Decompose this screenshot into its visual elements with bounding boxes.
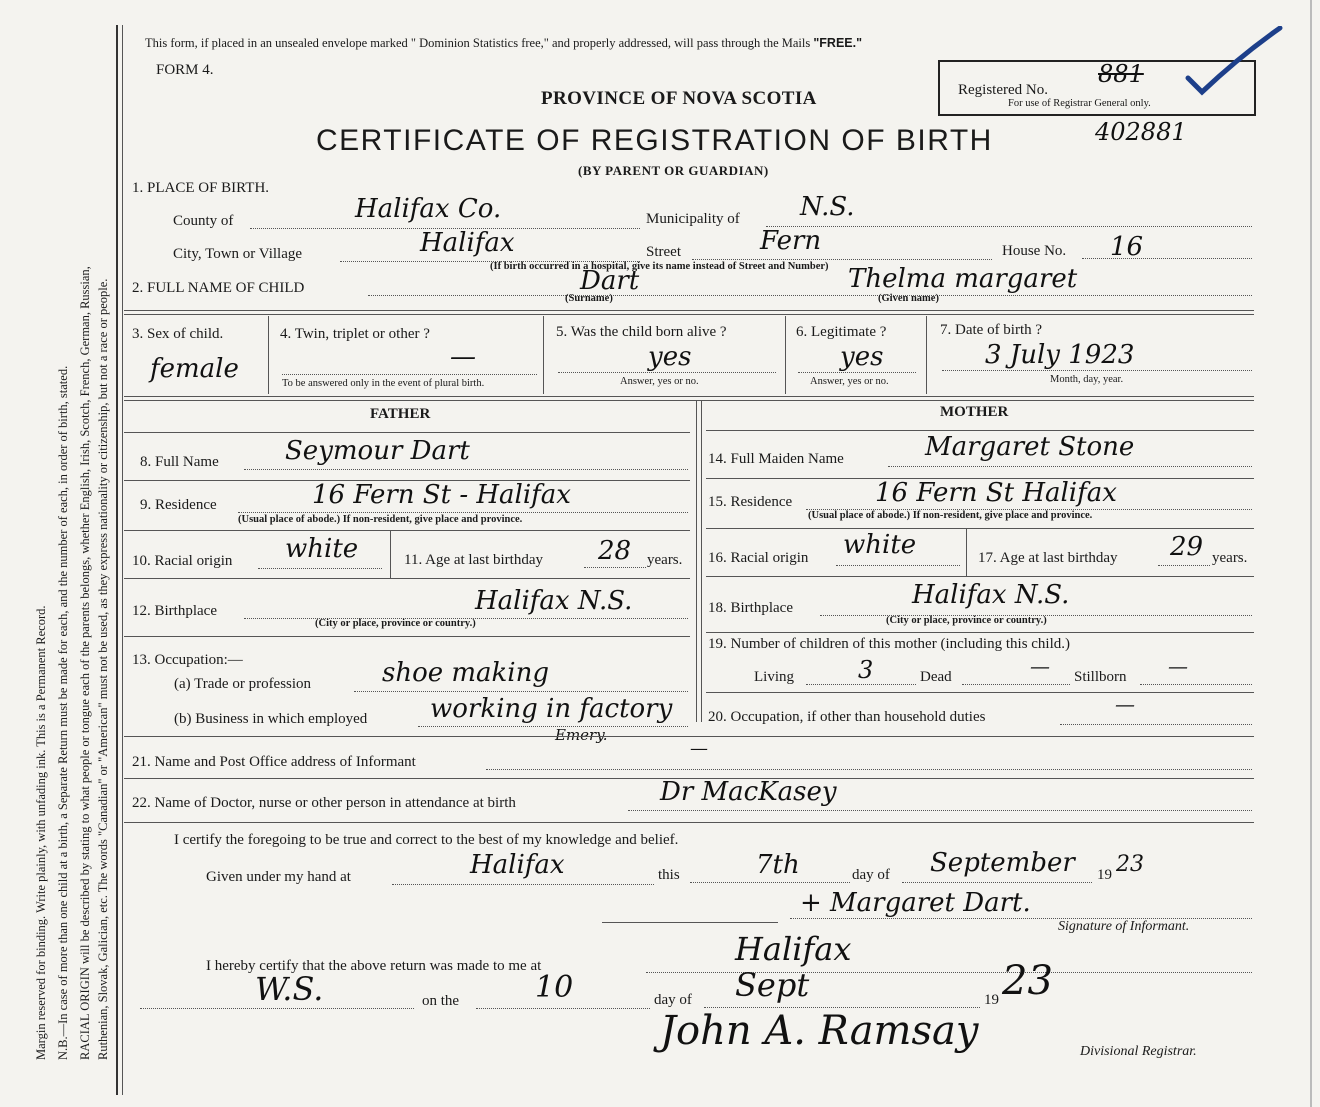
form-number: FORM 4. xyxy=(156,62,214,78)
mother-age-line xyxy=(1158,565,1210,566)
rule xyxy=(124,396,1254,397)
margin-note-1: Margin reserved for binding. Write plainly, with unfading ink. This is a Permanent Record. xyxy=(34,605,48,1060)
father-years: years. xyxy=(647,552,683,568)
father-age-value: 28 xyxy=(598,536,632,566)
living-value: 3 xyxy=(858,656,874,684)
place-heading: 1. PLACE OF BIRTH. xyxy=(132,180,270,196)
dead-value: — xyxy=(1030,654,1050,678)
sex-label: 3. Sex of child. xyxy=(132,326,224,342)
certificate-subtitle: (BY PARENT OR GUARDIAN) xyxy=(578,163,769,178)
dob-value: 3 July 1923 xyxy=(985,340,1135,370)
father-name-value: Seymour Dart xyxy=(285,436,470,466)
living-line xyxy=(806,684,916,685)
informant-signature: + Margaret Dart. xyxy=(800,888,1031,918)
father-birthplace-note: (City or place, province or country.) xyxy=(315,618,476,629)
registrar-caption: Divisional Registrar. xyxy=(1080,1044,1197,1059)
informant-line xyxy=(486,769,1252,770)
mother-age-label: 17. Age at last birthday xyxy=(978,550,1118,566)
mother-birthplace-note: (City or place, province or country.) xyxy=(886,615,1047,626)
father-age-line xyxy=(584,567,646,568)
rule xyxy=(124,432,690,433)
registrar-num: W.S. xyxy=(255,970,324,1008)
county-label: County of xyxy=(173,213,234,229)
father-name-line xyxy=(244,469,688,470)
rule xyxy=(701,400,702,722)
doctor-label: 22. Name of Doctor, nurse or other person in attendance at birth xyxy=(132,795,516,811)
margin-note-4: Ruthenian, Slovak, Galician, etc. The words "Canadian" or "American" must not be used, as they express nationality or citizenship, but not a race or people. xyxy=(96,278,110,1060)
house-label: House No. xyxy=(1002,243,1067,259)
father-business-value: working in factory xyxy=(430,694,673,724)
legit-line xyxy=(798,372,916,373)
father-business-label: (b) Business in which employed xyxy=(174,711,368,727)
street-value: Fern xyxy=(760,226,822,256)
alive-line xyxy=(558,372,776,373)
twin-note: To be answered only in the event of plural birth. xyxy=(282,378,485,389)
on-the-label: on the xyxy=(422,993,460,1009)
child-given-name: Thelma margaret xyxy=(848,264,1078,294)
legit-value: yes xyxy=(840,342,884,372)
father-age-label: 11. Age at last birthday xyxy=(404,552,543,568)
registrar-month: Sept xyxy=(735,966,810,1004)
mother-birthplace-label: 18. Birthplace xyxy=(708,600,793,616)
rule xyxy=(966,528,967,576)
day-line xyxy=(690,882,850,883)
mother-name-value: Margaret Stone xyxy=(925,432,1135,462)
living-label: Living xyxy=(754,669,794,685)
day-of-label: day of xyxy=(852,867,890,883)
informant-label: 21. Name and Post Office address of Informant xyxy=(132,754,416,770)
margin-rule xyxy=(116,25,118,1095)
rule xyxy=(124,400,1254,401)
page-edge xyxy=(1310,0,1312,1107)
city-value: Halifax xyxy=(420,228,515,258)
given-place-line xyxy=(392,884,654,885)
mother-birthplace-value: Halifax N.S. xyxy=(912,580,1070,610)
alive-value: yes xyxy=(648,342,692,372)
mother-race-label: 16. Racial origin xyxy=(708,550,809,566)
county-value: Halifax Co. xyxy=(355,194,502,224)
mother-residence-value: 16 Fern St Halifax xyxy=(875,478,1117,508)
rule xyxy=(696,400,697,722)
alive-note: Answer, yes or no. xyxy=(620,376,699,387)
registrar-year: 23 xyxy=(1002,958,1053,1004)
registrar-num-line xyxy=(140,1008,414,1009)
father-business-line xyxy=(418,726,688,727)
rule xyxy=(124,530,690,531)
legit-label: 6. Legitimate ? xyxy=(796,324,887,340)
given-place: Halifax xyxy=(470,850,565,880)
province-title: PROVINCE OF NOVA SCOTIA xyxy=(541,88,817,109)
mother-age-value: 29 xyxy=(1170,532,1204,562)
surname-caption: (Surname) xyxy=(565,293,613,304)
mother-occupation-label: 20. Occupation, if other than household duties xyxy=(708,709,986,725)
twin-value: — xyxy=(450,342,476,372)
certify-month: September xyxy=(930,848,1075,878)
registrar-day-of: day of xyxy=(654,992,692,1008)
registrar-year-prefix: 19 xyxy=(984,992,999,1008)
registered-label: Registered No. xyxy=(958,82,1048,98)
rule xyxy=(706,528,1254,529)
twin-label: 4. Twin, triplet or other ? xyxy=(280,326,430,342)
given-label: Given under my hand at xyxy=(206,869,351,885)
children-label: 19. Number of children of this mother (including this child.) xyxy=(708,636,1071,652)
certificate-title: CERTIFICATE OF REGISTRATION OF BIRTH xyxy=(316,124,993,157)
mother-name-line xyxy=(888,466,1252,467)
check-mark-icon xyxy=(1180,26,1290,98)
rule xyxy=(706,430,1254,431)
municipality-label: Municipality of xyxy=(646,211,740,227)
month-line xyxy=(902,882,1092,883)
registrar-note: For use of Registrar General only. xyxy=(1008,98,1151,109)
rule xyxy=(124,822,1254,823)
certify-day: 7th xyxy=(756,850,800,880)
rule xyxy=(124,310,1254,311)
doctor-line xyxy=(628,810,1252,811)
signature-caption: Signature of Informant. xyxy=(1058,919,1190,934)
mother-race-value: white xyxy=(843,530,917,560)
rule xyxy=(706,632,1254,633)
registrar-signature: John A. Ramsay xyxy=(660,1008,979,1054)
informant-value: — xyxy=(690,738,708,759)
rule xyxy=(602,922,778,923)
father-birthplace-value: Halifax N.S. xyxy=(475,586,633,616)
father-residence-label: 9. Residence xyxy=(140,497,217,513)
rule xyxy=(268,316,269,394)
dead-label: Dead xyxy=(920,669,952,685)
stillborn-label: Stillborn xyxy=(1074,669,1127,685)
certify-statement: I certify the foregoing to be true and correct to the best of my knowledge and belief. xyxy=(174,832,679,848)
mother-residence-label: 15. Residence xyxy=(708,494,793,510)
father-birthplace-label: 12. Birthplace xyxy=(132,603,217,619)
mother-heading: MOTHER xyxy=(940,404,1009,420)
dob-label: 7. Date of birth ? xyxy=(940,322,1043,338)
child-name-line xyxy=(368,295,1252,296)
registrar-day: 10 xyxy=(535,970,574,1005)
rule xyxy=(124,736,1254,737)
street-label: Street xyxy=(646,244,681,260)
mother-occupation-value: — xyxy=(1115,692,1135,716)
registrar-statement: I hereby certify that the above return was made to me at xyxy=(206,958,542,974)
dead-line xyxy=(962,684,1070,685)
alive-label: 5. Was the child born alive ? xyxy=(556,324,727,340)
mother-residence-note: (Usual place of abode.) If non-resident, give place and province. xyxy=(808,510,1093,521)
rule xyxy=(390,530,391,578)
house-line xyxy=(1082,258,1252,259)
child-name-label: 2. FULL NAME OF CHILD xyxy=(132,280,305,296)
this-label: this xyxy=(658,867,680,883)
father-residence-note: (Usual place of abode.) If non-resident, give place and province. xyxy=(238,514,523,525)
legit-note: Answer, yes or no. xyxy=(810,376,889,387)
house-value: 16 xyxy=(1110,232,1144,262)
father-heading: FATHER xyxy=(370,406,431,422)
rule xyxy=(785,316,786,394)
dob-note: Month, day, year. xyxy=(1050,374,1124,385)
margin-rule-inner xyxy=(122,25,123,1095)
given-caption: (Given name) xyxy=(878,293,939,304)
municipality-value: N.S. xyxy=(800,192,855,222)
rule xyxy=(706,576,1254,577)
mother-years: years. xyxy=(1212,550,1248,566)
rule xyxy=(124,636,690,637)
father-trade-label: (a) Trade or profession xyxy=(174,676,312,692)
father-race-label: 10. Racial origin xyxy=(132,553,233,569)
registrar-day-line xyxy=(476,1008,650,1009)
dob-line xyxy=(942,370,1252,371)
mother-occupation-line xyxy=(1060,724,1252,725)
registrar-place: Halifax xyxy=(735,930,852,968)
margin-note-2: N.B.—In case of more than one child at a birth, a Separate Return must be made for each, and the number of each, in order of birth, stated. xyxy=(56,365,70,1060)
rule xyxy=(706,692,1254,693)
hospital-note: (If birth occurred in a hospital, give its name instead of Street and Number) xyxy=(490,261,829,272)
margin-note-3: RACIAL ORIGIN will be described by stating to what people or tongue each of the parents belongs, whether English, Irish, Scotch, French, German, Russian, xyxy=(78,266,92,1060)
mother-name-label: 14. Full Maiden Name xyxy=(708,451,844,467)
city-label: City, Town or Village xyxy=(173,246,303,262)
father-occupation-label: 13. Occupation:— xyxy=(132,652,243,668)
father-residence-line xyxy=(238,512,688,513)
rule xyxy=(124,314,1254,315)
child-surname: Dart xyxy=(580,266,640,296)
doctor-value: Dr MacKasey xyxy=(660,777,837,807)
father-name-label: 8. Full Name xyxy=(140,454,219,470)
father-trade-value: shoe making xyxy=(382,658,550,688)
municipality-line xyxy=(766,226,1252,227)
father-residence-value: 16 Fern St - Halifax xyxy=(312,480,571,510)
twin-line xyxy=(282,374,537,375)
registered-value: 881 xyxy=(1098,60,1144,88)
certify-year: 23 xyxy=(1116,852,1144,877)
father-business-extra: Emery. xyxy=(555,726,608,744)
stillborn-line xyxy=(1140,684,1252,685)
handwritten-number: 402881 xyxy=(1095,118,1187,146)
father-race-line xyxy=(258,568,382,569)
father-trade-line xyxy=(354,691,688,692)
rule xyxy=(926,316,927,394)
father-race-value: white xyxy=(285,534,359,564)
rule xyxy=(543,316,544,394)
street-line xyxy=(692,259,992,260)
rule xyxy=(124,578,690,579)
mail-note: This form, if placed in an unsealed envelope marked " Dominion Statistics free," and properly addressed, will pass through the Mails "FREE." xyxy=(145,36,863,50)
year-prefix: 19 xyxy=(1097,867,1112,883)
mother-race-line xyxy=(836,565,960,566)
stillborn-value: — xyxy=(1168,654,1188,678)
sex-value: female xyxy=(150,354,239,384)
